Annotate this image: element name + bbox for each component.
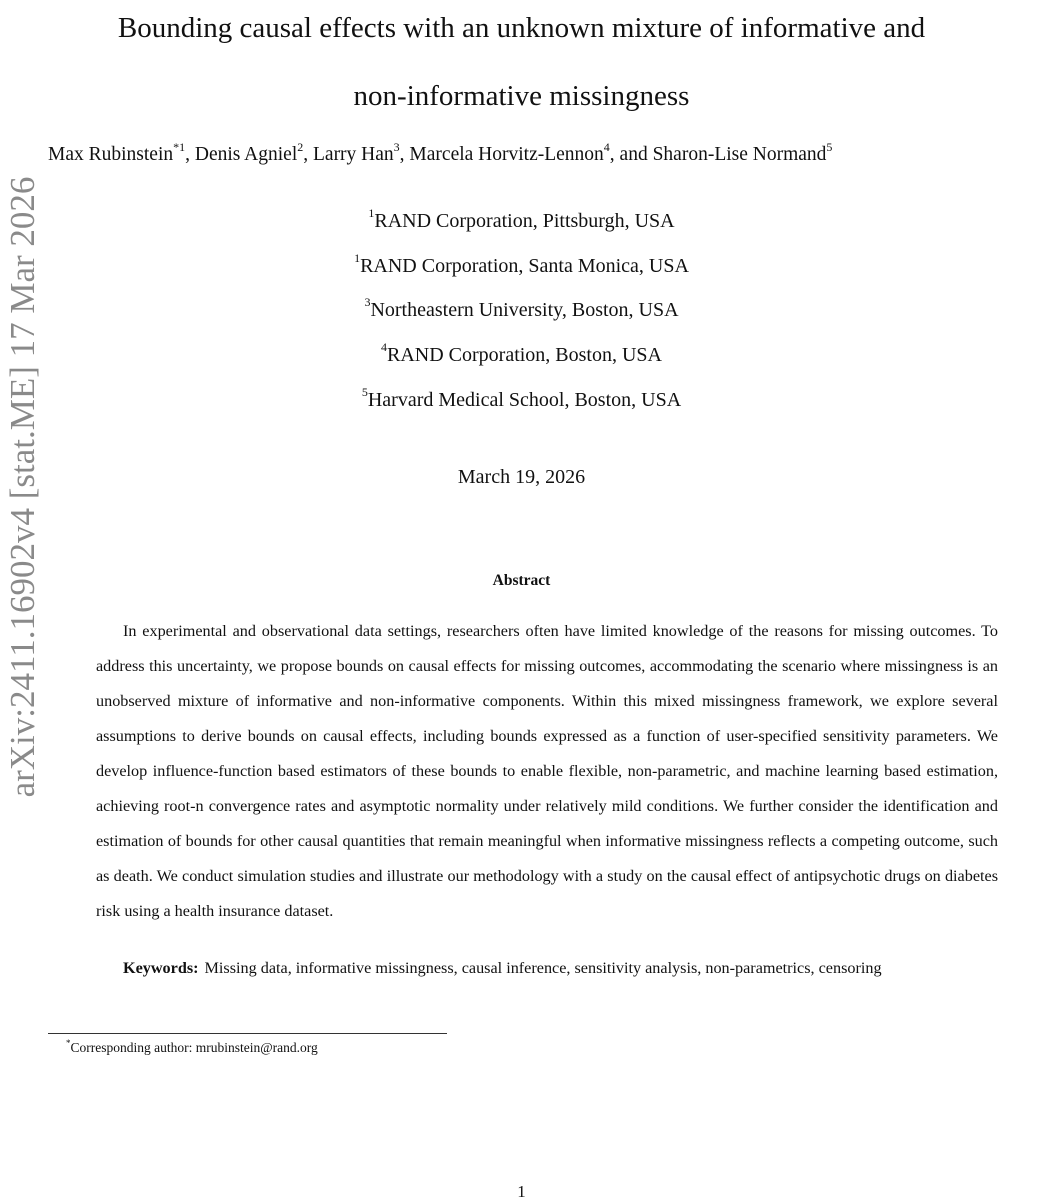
paper-date: March 19, 2026 bbox=[457, 466, 586, 488]
author-affiliation-mark: 2 bbox=[297, 140, 304, 154]
author-affiliation-mark: 3 bbox=[393, 140, 400, 154]
affiliation-mark: 1 bbox=[368, 206, 375, 220]
abstract-heading: Abstract bbox=[492, 572, 551, 589]
author-affiliation-mark: *1 bbox=[173, 140, 186, 154]
arxiv-stamp: arXiv:2411.16902v4 [stat.ME] 17 Mar 2026 bbox=[3, 176, 42, 798]
author-separator: , bbox=[399, 144, 410, 165]
author-name: Max Rubinstein bbox=[48, 144, 174, 165]
keywords-text: Missing data, informative missingness, causal inference, sensitivity analysis, non-parametrics, censoring bbox=[204, 959, 882, 977]
paper-title bbox=[0, 0, 1043, 130]
footnote-rule bbox=[48, 1033, 447, 1034]
affiliation bbox=[0, 340, 1043, 367]
footnote-text: Corresponding author: mrubinstein@rand.org bbox=[70, 1040, 318, 1055]
author-list bbox=[48, 140, 1043, 166]
author-name: Denis Agniel bbox=[194, 144, 298, 165]
author-affiliation-mark: 4 bbox=[603, 140, 610, 154]
title-line-1: Bounding causal effects with an unknown mixture of informative and bbox=[117, 12, 926, 44]
affiliation-mark: 3 bbox=[364, 295, 371, 309]
author-affiliation-mark: 5 bbox=[826, 140, 833, 154]
author-name: Larry Han bbox=[313, 144, 394, 165]
author-name: Sharon-Lise Normand bbox=[652, 144, 827, 165]
affiliation-mark: 4 bbox=[380, 340, 387, 354]
affiliation-text: RAND Corporation, Boston, USA bbox=[386, 344, 662, 366]
author-separator: , bbox=[303, 144, 313, 165]
title-line-2: non-informative missingness bbox=[353, 80, 690, 112]
affiliation bbox=[0, 385, 1043, 412]
author-separator: , and bbox=[609, 144, 653, 165]
affiliation bbox=[0, 206, 1043, 233]
affiliation-text: Northeastern University, Boston, USA bbox=[370, 299, 679, 321]
page-number: 1 bbox=[517, 1182, 526, 1201]
affiliation-mark: 1 bbox=[354, 251, 361, 265]
footnote bbox=[66, 1040, 318, 1056]
affiliation-text: RAND Corporation, Pittsburgh, USA bbox=[374, 210, 675, 232]
author-separator: , bbox=[185, 144, 195, 165]
affiliation-text: Harvard Medical School, Boston, USA bbox=[367, 389, 682, 411]
keywords bbox=[96, 937, 998, 1000]
abstract-text: In experimental and observational data settings, researchers often have limited knowledge of the reasons for missing outcomes. To address this uncertainty, we propose bounds on causal effects for missing outcomes, accommodating the scenario where missingness is an unobserved mixture of informative and non-informative components. Within this mixed missingness framework, we explore several assumptions to derive bounds on causal effects, including bounds expressed as a function of user-specified sensitivity parameters. We develop influence-function based estimators of these bounds to enable flexible, non-parametric, and machine learning based estimation, achieving root-n convergence rates and asymptotic normality under relatively mild conditions. We further consider the identification and estimation of bounds for other causal quantities that remain meaningful when informative missingness reflects a competing outcome, such as death. We conduct simulation studies and illustrate our methodology with a study on the causal effect of antipsychotic drugs on diabetes risk using a health insurance dataset. bbox=[96, 622, 998, 920]
affiliation bbox=[0, 251, 1043, 278]
affiliation bbox=[0, 295, 1043, 322]
footnote-mark: * bbox=[66, 1038, 71, 1048]
affiliation-text: RAND Corporation, Santa Monica, USA bbox=[360, 255, 689, 277]
affiliation-mark: 5 bbox=[361, 385, 368, 399]
author-name: Marcela Horvitz-Lennon bbox=[409, 144, 604, 165]
keywords-label: Keywords: bbox=[123, 959, 199, 977]
